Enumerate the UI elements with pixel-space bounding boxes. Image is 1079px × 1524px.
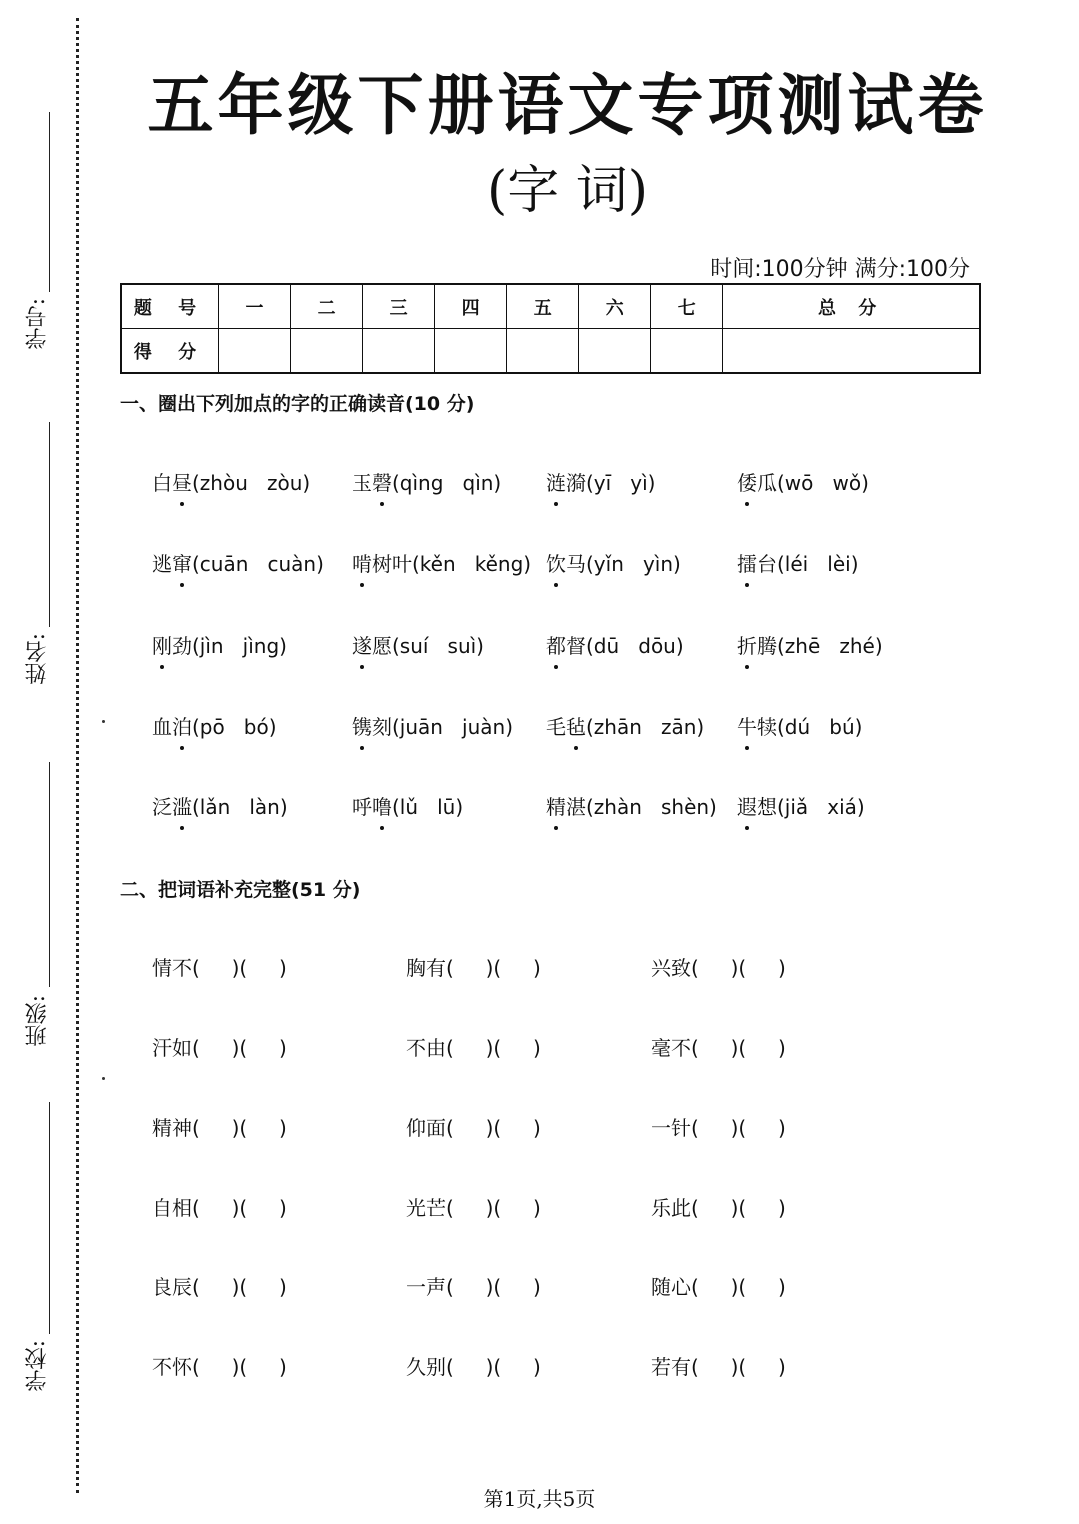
pinyin-question[interactable] <box>546 470 655 496</box>
pinyin-question[interactable] <box>352 551 531 577</box>
score-table <box>120 283 981 374</box>
school-label: 学校: <box>25 1340 50 1392</box>
pinyin-options[interactable]: (cuān cuàn) <box>192 552 324 576</box>
pinyin-options[interactable]: (wō wǒ) <box>777 471 869 495</box>
pinyin-options[interactable]: (zhē zhé) <box>777 634 883 658</box>
dotted-character: 倭 <box>737 471 757 495</box>
score-input-cell[interactable] <box>435 329 507 374</box>
pinyin-question[interactable] <box>546 633 684 659</box>
pinyin-question[interactable] <box>152 551 324 577</box>
score-input-cell[interactable] <box>291 329 363 374</box>
fill-blank-question[interactable]: 精神( )( ) <box>152 1116 287 1140</box>
pinyin-question[interactable] <box>352 470 501 496</box>
pinyin-options[interactable]: (jiǎ xiá) <box>777 795 865 819</box>
dotted-character: 遐 <box>737 795 757 819</box>
section2-title: 二、把词语补充完整(51 分) <box>120 879 361 901</box>
fill-blank-question[interactable]: 若有( )( ) <box>651 1355 786 1379</box>
pinyin-options[interactable]: (zhān zān) <box>586 715 705 739</box>
word-suffix: 瓜 <box>757 471 777 495</box>
word-prefix: 泛 <box>152 795 172 819</box>
name-line <box>49 422 50 627</box>
pinyin-question[interactable] <box>152 714 277 740</box>
word-suffix: 想 <box>757 795 777 819</box>
fill-blank-question[interactable]: 不由( )( ) <box>406 1036 541 1060</box>
pinyin-options[interactable]: (yǐn yìn) <box>586 552 681 576</box>
word-suffix: 腾 <box>757 634 777 658</box>
dotted-character: 刚 <box>152 634 172 658</box>
word-suffix: 台 <box>757 552 777 576</box>
pinyin-question[interactable] <box>737 633 883 659</box>
score-row-label: 得 分 <box>121 329 219 374</box>
word-suffix: 漪 <box>566 471 586 495</box>
fill-blank-question[interactable]: 仰面( )( ) <box>406 1116 541 1140</box>
dotted-character: 窜 <box>172 552 192 576</box>
fill-blank-question[interactable]: 光芒( )( ) <box>406 1196 541 1220</box>
class-label: 班级: <box>25 995 50 1047</box>
pinyin-options[interactable]: (léi lèi) <box>777 552 859 576</box>
word-suffix: 树叶 <box>372 552 412 576</box>
dotted-character: 滥 <box>172 795 192 819</box>
pinyin-options[interactable]: (lǎn làn) <box>192 795 288 819</box>
score-input-cell[interactable] <box>579 329 651 374</box>
pinyin-question[interactable] <box>546 794 717 820</box>
fill-blank-question[interactable]: 不怀( )( ) <box>152 1355 287 1379</box>
fill-blank-question[interactable]: 汗如( )( ) <box>152 1036 287 1060</box>
pinyin-options[interactable]: (dū dōu) <box>586 634 684 658</box>
fill-blank-question[interactable]: 情不( )( ) <box>152 956 287 980</box>
pinyin-options[interactable]: (zhòu zòu) <box>192 471 311 495</box>
score-table-cell: 总 分 <box>723 284 980 329</box>
word-suffix: 愿 <box>372 634 392 658</box>
fill-blank-question[interactable]: 乐此( )( ) <box>651 1196 786 1220</box>
dotted-character: 遂 <box>352 634 372 658</box>
dotted-character: 泊 <box>172 715 192 739</box>
fill-blank-question[interactable]: 一针( )( ) <box>651 1116 786 1140</box>
score-table-cell: 二 <box>291 284 363 329</box>
word-prefix: 白 <box>152 471 172 495</box>
word-prefix: 血 <box>152 715 172 739</box>
word-suffix: 督 <box>566 634 586 658</box>
dotted-character: 涟 <box>546 471 566 495</box>
pinyin-question[interactable] <box>737 794 865 820</box>
score-table-cell: 六 <box>579 284 651 329</box>
word-prefix: 呼 <box>352 795 372 819</box>
pinyin-question[interactable] <box>352 794 463 820</box>
margin-dot <box>102 1077 105 1080</box>
class-line <box>49 762 50 987</box>
page-title: 五年级下册语文专项测试卷 <box>147 67 988 144</box>
fill-blank-question[interactable]: 兴致( )( ) <box>651 956 786 980</box>
pinyin-options[interactable]: (zhàn shèn) <box>586 795 717 819</box>
pinyin-question[interactable] <box>546 551 681 577</box>
word-prefix: 毛 <box>546 715 566 739</box>
pinyin-options[interactable]: (jìn jìng) <box>192 634 287 658</box>
word-suffix: 犊 <box>757 715 777 739</box>
pinyin-options[interactable]: (qìng qìn) <box>392 471 502 495</box>
fill-blank-question[interactable]: 随心( )( ) <box>651 1275 786 1299</box>
binding-dashed-line <box>76 18 79 1493</box>
pinyin-question[interactable] <box>737 714 862 740</box>
pinyin-question[interactable] <box>352 714 513 740</box>
word-prefix: 逃 <box>152 552 172 576</box>
school-line <box>49 1102 50 1334</box>
score-table-cell: 三 <box>363 284 435 329</box>
dotted-character: 磬 <box>372 471 392 495</box>
word-suffix: 湛 <box>566 795 586 819</box>
dotted-character: 牛 <box>737 715 757 739</box>
section1-title: 一、圈出下列加点的字的正确读音(10 分) <box>120 393 475 415</box>
dotted-character: 噜 <box>372 795 392 819</box>
score-table-cell: 七 <box>651 284 723 329</box>
pinyin-options[interactable]: (lǔ lū) <box>392 795 464 819</box>
word-suffix: 刻 <box>372 715 392 739</box>
fill-blank-question[interactable]: 胸有( )( ) <box>406 956 541 980</box>
name-label: 姓名: <box>25 633 50 685</box>
pinyin-options[interactable]: (pō bó) <box>192 715 277 739</box>
score-table-cell: 一 <box>219 284 291 329</box>
dotted-character: 啃 <box>352 552 372 576</box>
fill-blank-question[interactable]: 自相( )( ) <box>152 1196 287 1220</box>
word-suffix: 劲 <box>172 634 192 658</box>
pinyin-question[interactable] <box>152 470 310 496</box>
fill-blank-question[interactable]: 久别( )( ) <box>406 1355 541 1379</box>
score-input-cell[interactable] <box>507 329 579 374</box>
score-input-cell[interactable] <box>363 329 435 374</box>
pinyin-question[interactable] <box>546 714 704 740</box>
pinyin-options[interactable]: (kěn kěng) <box>412 552 532 576</box>
pinyin-question[interactable] <box>352 633 484 659</box>
score-input-cell[interactable] <box>219 329 291 374</box>
dotted-character: 擂 <box>737 552 757 576</box>
fill-blank-question[interactable]: 毫不( )( ) <box>651 1036 786 1060</box>
fill-blank-question[interactable]: 良辰( )( ) <box>152 1275 287 1299</box>
margin-dot <box>102 720 105 723</box>
dotted-character: 折 <box>737 634 757 658</box>
score-input-cell[interactable] <box>651 329 723 374</box>
score-table-cell: 题 号 <box>121 284 219 329</box>
word-suffix: 马 <box>566 552 586 576</box>
pinyin-options[interactable]: (yī yì) <box>586 471 656 495</box>
dotted-character: 昼 <box>172 471 192 495</box>
student-no-label: 学号: <box>25 298 50 350</box>
dotted-character: 镌 <box>352 715 372 739</box>
time-score-info: 时间:100分钟 满分:100分 <box>710 257 970 282</box>
pinyin-question[interactable] <box>737 470 869 496</box>
score-table-cell: 五 <box>507 284 579 329</box>
score-table-score-row <box>121 329 980 374</box>
word-prefix: 玉 <box>352 471 372 495</box>
dotted-character: 毡 <box>566 715 586 739</box>
score-table-cell: 四 <box>435 284 507 329</box>
pinyin-question[interactable] <box>737 551 859 577</box>
pinyin-options[interactable]: (juān juàn) <box>392 715 514 739</box>
pinyin-options[interactable]: (dú bú) <box>777 715 863 739</box>
page-subtitle: (字 词) <box>486 161 649 221</box>
dotted-character: 精 <box>546 795 566 819</box>
score-table-header-row <box>121 284 980 329</box>
score-input-cell[interactable] <box>723 329 980 374</box>
pinyin-question[interactable] <box>152 633 287 659</box>
pinyin-question[interactable] <box>152 794 288 820</box>
dotted-character: 饮 <box>546 552 566 576</box>
pinyin-options[interactable]: (suí suì) <box>392 634 484 658</box>
page-footer: 第1页,共5页 <box>483 1487 596 1511</box>
fill-blank-question[interactable]: 一声( )( ) <box>406 1275 541 1299</box>
dotted-character: 都 <box>546 634 566 658</box>
